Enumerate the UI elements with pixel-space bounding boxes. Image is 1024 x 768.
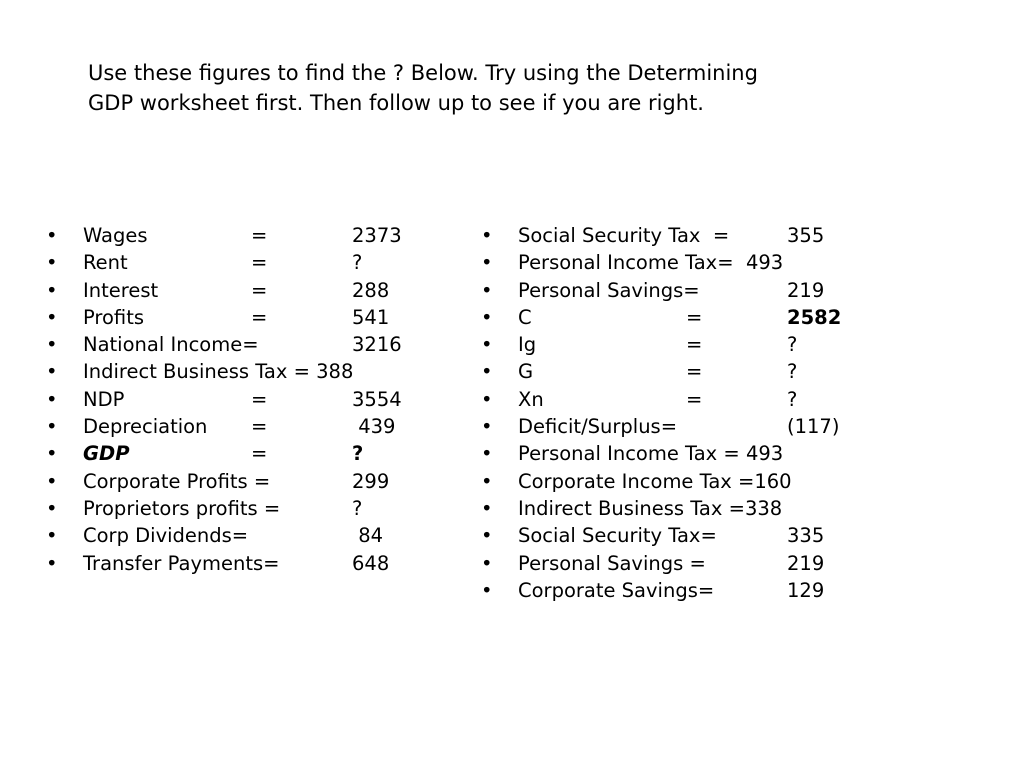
right-figures-list [481, 222, 842, 604]
item-equals: = [251, 387, 268, 411]
item-equals: = [251, 251, 268, 275]
item-value: 84 [352, 524, 384, 548]
bullet-icon: • [481, 578, 493, 602]
instructions-text [88, 58, 988, 118]
bullet-icon: • [481, 333, 493, 357]
item-value: 299 [352, 469, 390, 493]
item-value: 288 [352, 278, 390, 302]
left-figures-list [46, 222, 402, 577]
item-value: ? [787, 360, 798, 384]
bullet-icon: • [46, 333, 58, 357]
item-value: (117) [787, 415, 840, 439]
item-label: Corp Dividends= [83, 524, 249, 548]
item-equals: = [251, 224, 268, 247]
bullet-icon: • [46, 551, 58, 575]
bullet-icon: • [481, 251, 493, 275]
item-label: Social Security Tax = [518, 224, 730, 247]
item-label: GDP [83, 442, 130, 466]
bullet-icon: • [46, 387, 58, 411]
bullet-icon: • [481, 415, 493, 439]
list-item [46, 222, 402, 249]
list-item [46, 358, 354, 385]
item-equals: = [251, 305, 268, 329]
item-label: C [518, 305, 532, 329]
item-label: Social Security Tax= [518, 524, 717, 548]
item-value: ? [352, 251, 363, 275]
bullet-icon: • [481, 469, 493, 493]
list-item [481, 249, 784, 276]
item-label: Rent [83, 251, 128, 275]
list-item [481, 358, 798, 385]
bullet-icon: • [481, 496, 493, 520]
bullet-icon: • [46, 442, 58, 466]
list-item-consumption [481, 304, 842, 331]
list-item [481, 331, 798, 358]
list-item [46, 304, 390, 331]
bullet-icon: • [46, 278, 58, 302]
item-equals: = [251, 442, 268, 466]
bullet-icon: • [481, 360, 493, 384]
item-value: 219 [787, 551, 825, 575]
item-label: Personal Income Tax = 493 [518, 442, 784, 466]
list-item [481, 277, 825, 304]
list-item [481, 577, 825, 604]
item-equals: = [251, 415, 268, 439]
item-label: Corporate Savings= [518, 578, 715, 602]
item-equals: = [251, 278, 268, 302]
item-equals: = [686, 333, 703, 357]
item-label: Personal Savings = [518, 551, 706, 575]
bullet-icon: • [46, 305, 58, 329]
bullet-icon: • [46, 251, 58, 275]
bullet-icon: • [46, 524, 58, 548]
list-item [46, 277, 390, 304]
item-label: National Income= [83, 333, 259, 357]
item-label: Indirect Business Tax = 388 [83, 360, 354, 384]
item-value: ? [787, 387, 798, 411]
bullet-icon: • [481, 551, 493, 575]
item-label: Xn [518, 387, 544, 411]
item-equals: = [686, 360, 703, 384]
item-value: 219 [787, 278, 825, 302]
item-value: 3554 [352, 387, 402, 411]
list-item [481, 386, 798, 413]
bullet-icon: • [481, 278, 493, 302]
list-item [46, 550, 390, 577]
list-item [46, 249, 363, 276]
item-equals: = [686, 387, 703, 411]
bullet-icon: • [46, 496, 58, 520]
list-item [481, 222, 825, 249]
list-item [46, 413, 396, 440]
list-item [481, 550, 825, 577]
item-label: Wages [83, 224, 148, 247]
bullet-icon: • [481, 305, 493, 329]
item-label: Corporate Income Tax =160 [518, 469, 792, 493]
item-value: 2582 [787, 305, 842, 329]
bullet-icon: • [481, 387, 493, 411]
bullet-icon: • [481, 442, 493, 466]
bullet-icon: • [46, 224, 58, 247]
list-item-gdp [46, 440, 364, 467]
item-value: 335 [787, 524, 825, 548]
list-item [46, 522, 384, 549]
list-item [481, 468, 792, 495]
item-value: 648 [352, 551, 390, 575]
list-item [46, 386, 402, 413]
list-item [481, 495, 783, 522]
instructions-line-2: GDP worksheet first. Then follow up to see if you are right. [88, 91, 704, 115]
list-item [481, 522, 825, 549]
item-value: ? [352, 442, 364, 466]
item-value: ? [787, 333, 798, 357]
bullet-icon: • [481, 524, 493, 548]
item-label: Depreciation [83, 415, 208, 439]
item-label: Ig [518, 333, 537, 357]
item-label: Personal Savings= [518, 278, 700, 302]
item-value: 2373 [352, 224, 402, 247]
list-item [46, 468, 390, 495]
item-label: Deficit/Surplus= [518, 415, 678, 439]
item-value: 129 [787, 578, 825, 602]
item-label: Proprietors profits = [83, 496, 281, 520]
item-equals: = [686, 305, 703, 329]
item-label: Indirect Business Tax =338 [518, 496, 783, 520]
item-label: G [518, 360, 534, 384]
list-item [481, 413, 840, 440]
bullet-icon: • [46, 415, 58, 439]
item-value: 3216 [352, 333, 402, 357]
item-value: 541 [352, 305, 390, 329]
bullet-icon: • [46, 469, 58, 493]
item-label: Profits [83, 305, 145, 329]
list-item [46, 495, 363, 522]
bullet-icon: • [481, 224, 493, 247]
instructions-line-1: Use these figures to find the ? Below. Try using the Determining [88, 61, 758, 85]
item-label: Corporate Profits = [83, 469, 271, 493]
item-label: Personal Income Tax= 493 [518, 251, 784, 275]
item-value: ? [352, 496, 363, 520]
bullet-icon: • [46, 360, 58, 384]
item-label: Interest [83, 278, 159, 302]
item-value: 355 [787, 224, 825, 247]
item-label: Transfer Payments= [83, 551, 280, 575]
list-item [46, 331, 402, 358]
list-item [481, 440, 784, 467]
item-value: 439 [352, 415, 396, 439]
item-label: NDP [83, 387, 125, 411]
